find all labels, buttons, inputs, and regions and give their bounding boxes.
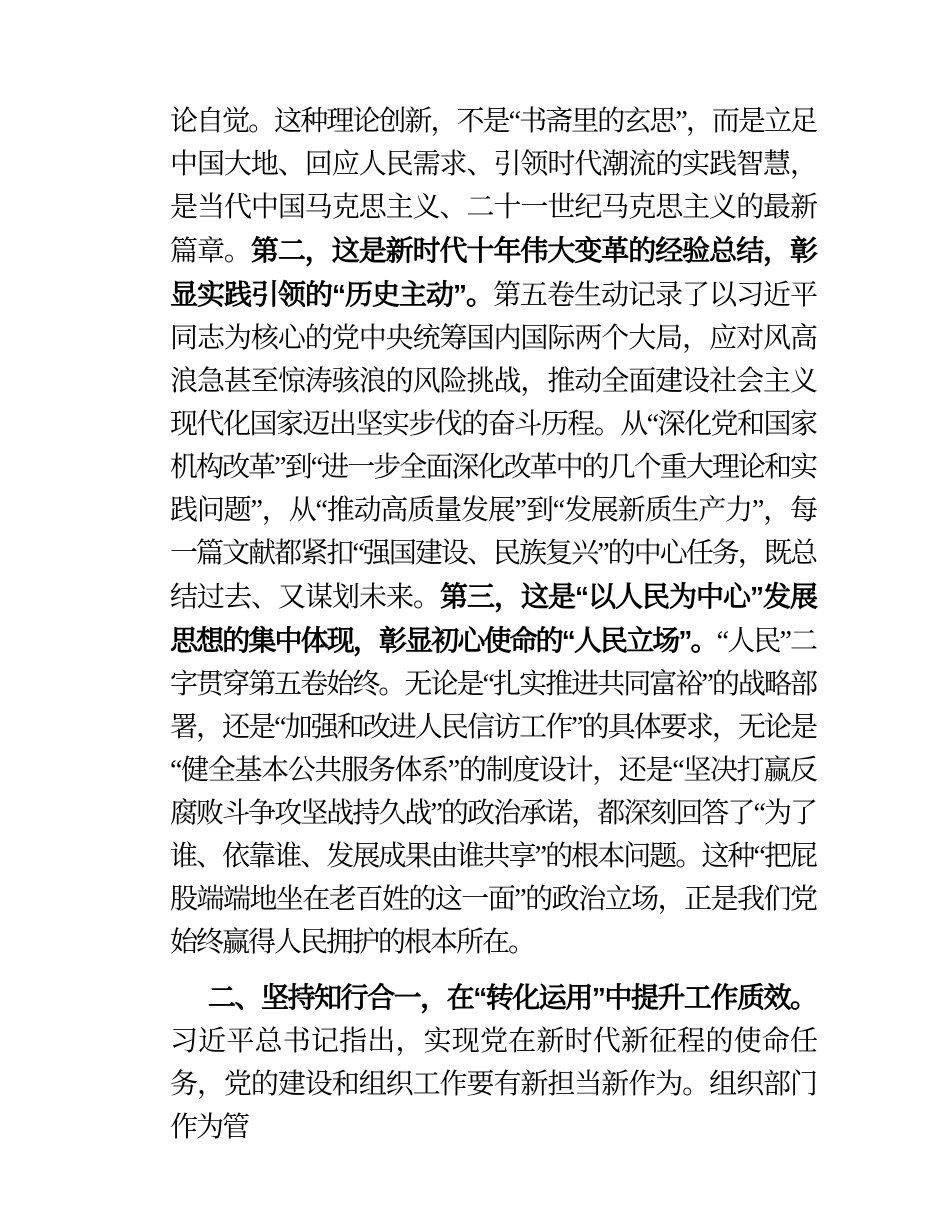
text-segment: 第五卷生动记录了以习近平同志为核心的党中央统筹国内国际两个大局，应对风高浪急甚至惊涛骇浪的风险挑战，推动全面建设社会主义现代化国家迈出坚实步伐的奋斗历程。从“深化党和国家机构改革”到“进一步全面深化改革中的几个重大理论和实践问题”，从“推动高质量发展”到“发展新质生产力”，每一篇文献都紧扣“强国建设、民族复兴”的中心任务，既总结过去、又谋划未来。	[170, 280, 816, 613]
text-segment: 论自觉。这种理论创新，不是“书斋里的玄思”，而是立足中国大地、回应人民需求、引领时代潮流的实践智慧，是当代中国马克思主义、二十一世纪马克思主义的最新篇章。	[170, 106, 816, 267]
emphasis-text-segment: 二、坚持知行合一，在“转化运用”中提升工作质效。	[208, 982, 816, 1013]
emphasis-text-segment: 第三，这是“以人民为中心”发展思想的集中体现，彰显初心使命的“人民立场”。	[170, 581, 816, 656]
emphasis-text-segment: 第二，这是新时代十年伟大变革的经验总结，彰显实践引领的“历史主动”。	[170, 235, 816, 310]
document-body	[170, 100, 816, 1149]
paragraph-1	[170, 100, 816, 964]
text-segment: “人民”二字贯穿第五卷始终。无论是“扎实推进共同富裕”的战略部署，还是“加强和改进人民信访工作”的具体要求，无论是“健全基本公共服务体系”的制度设计，还是“坚决打赢反腐败斗争攻坚战持久战”的政治承诺，都深刻回答了“为了谁、依靠谁、发展成果由谁共享”的根本问题。这种“把屁股端端地坐在老百姓的这一面”的政治立场，正是我们党始终赢得人民拥护的根本所在。	[170, 626, 816, 958]
paragraph-2	[170, 976, 816, 1149]
text-segment: 习近平总书记指出，实现党在新时代新征程的使命任务，党的建设和组织工作要有新担当新作为。组织部门作为管	[170, 1026, 816, 1143]
